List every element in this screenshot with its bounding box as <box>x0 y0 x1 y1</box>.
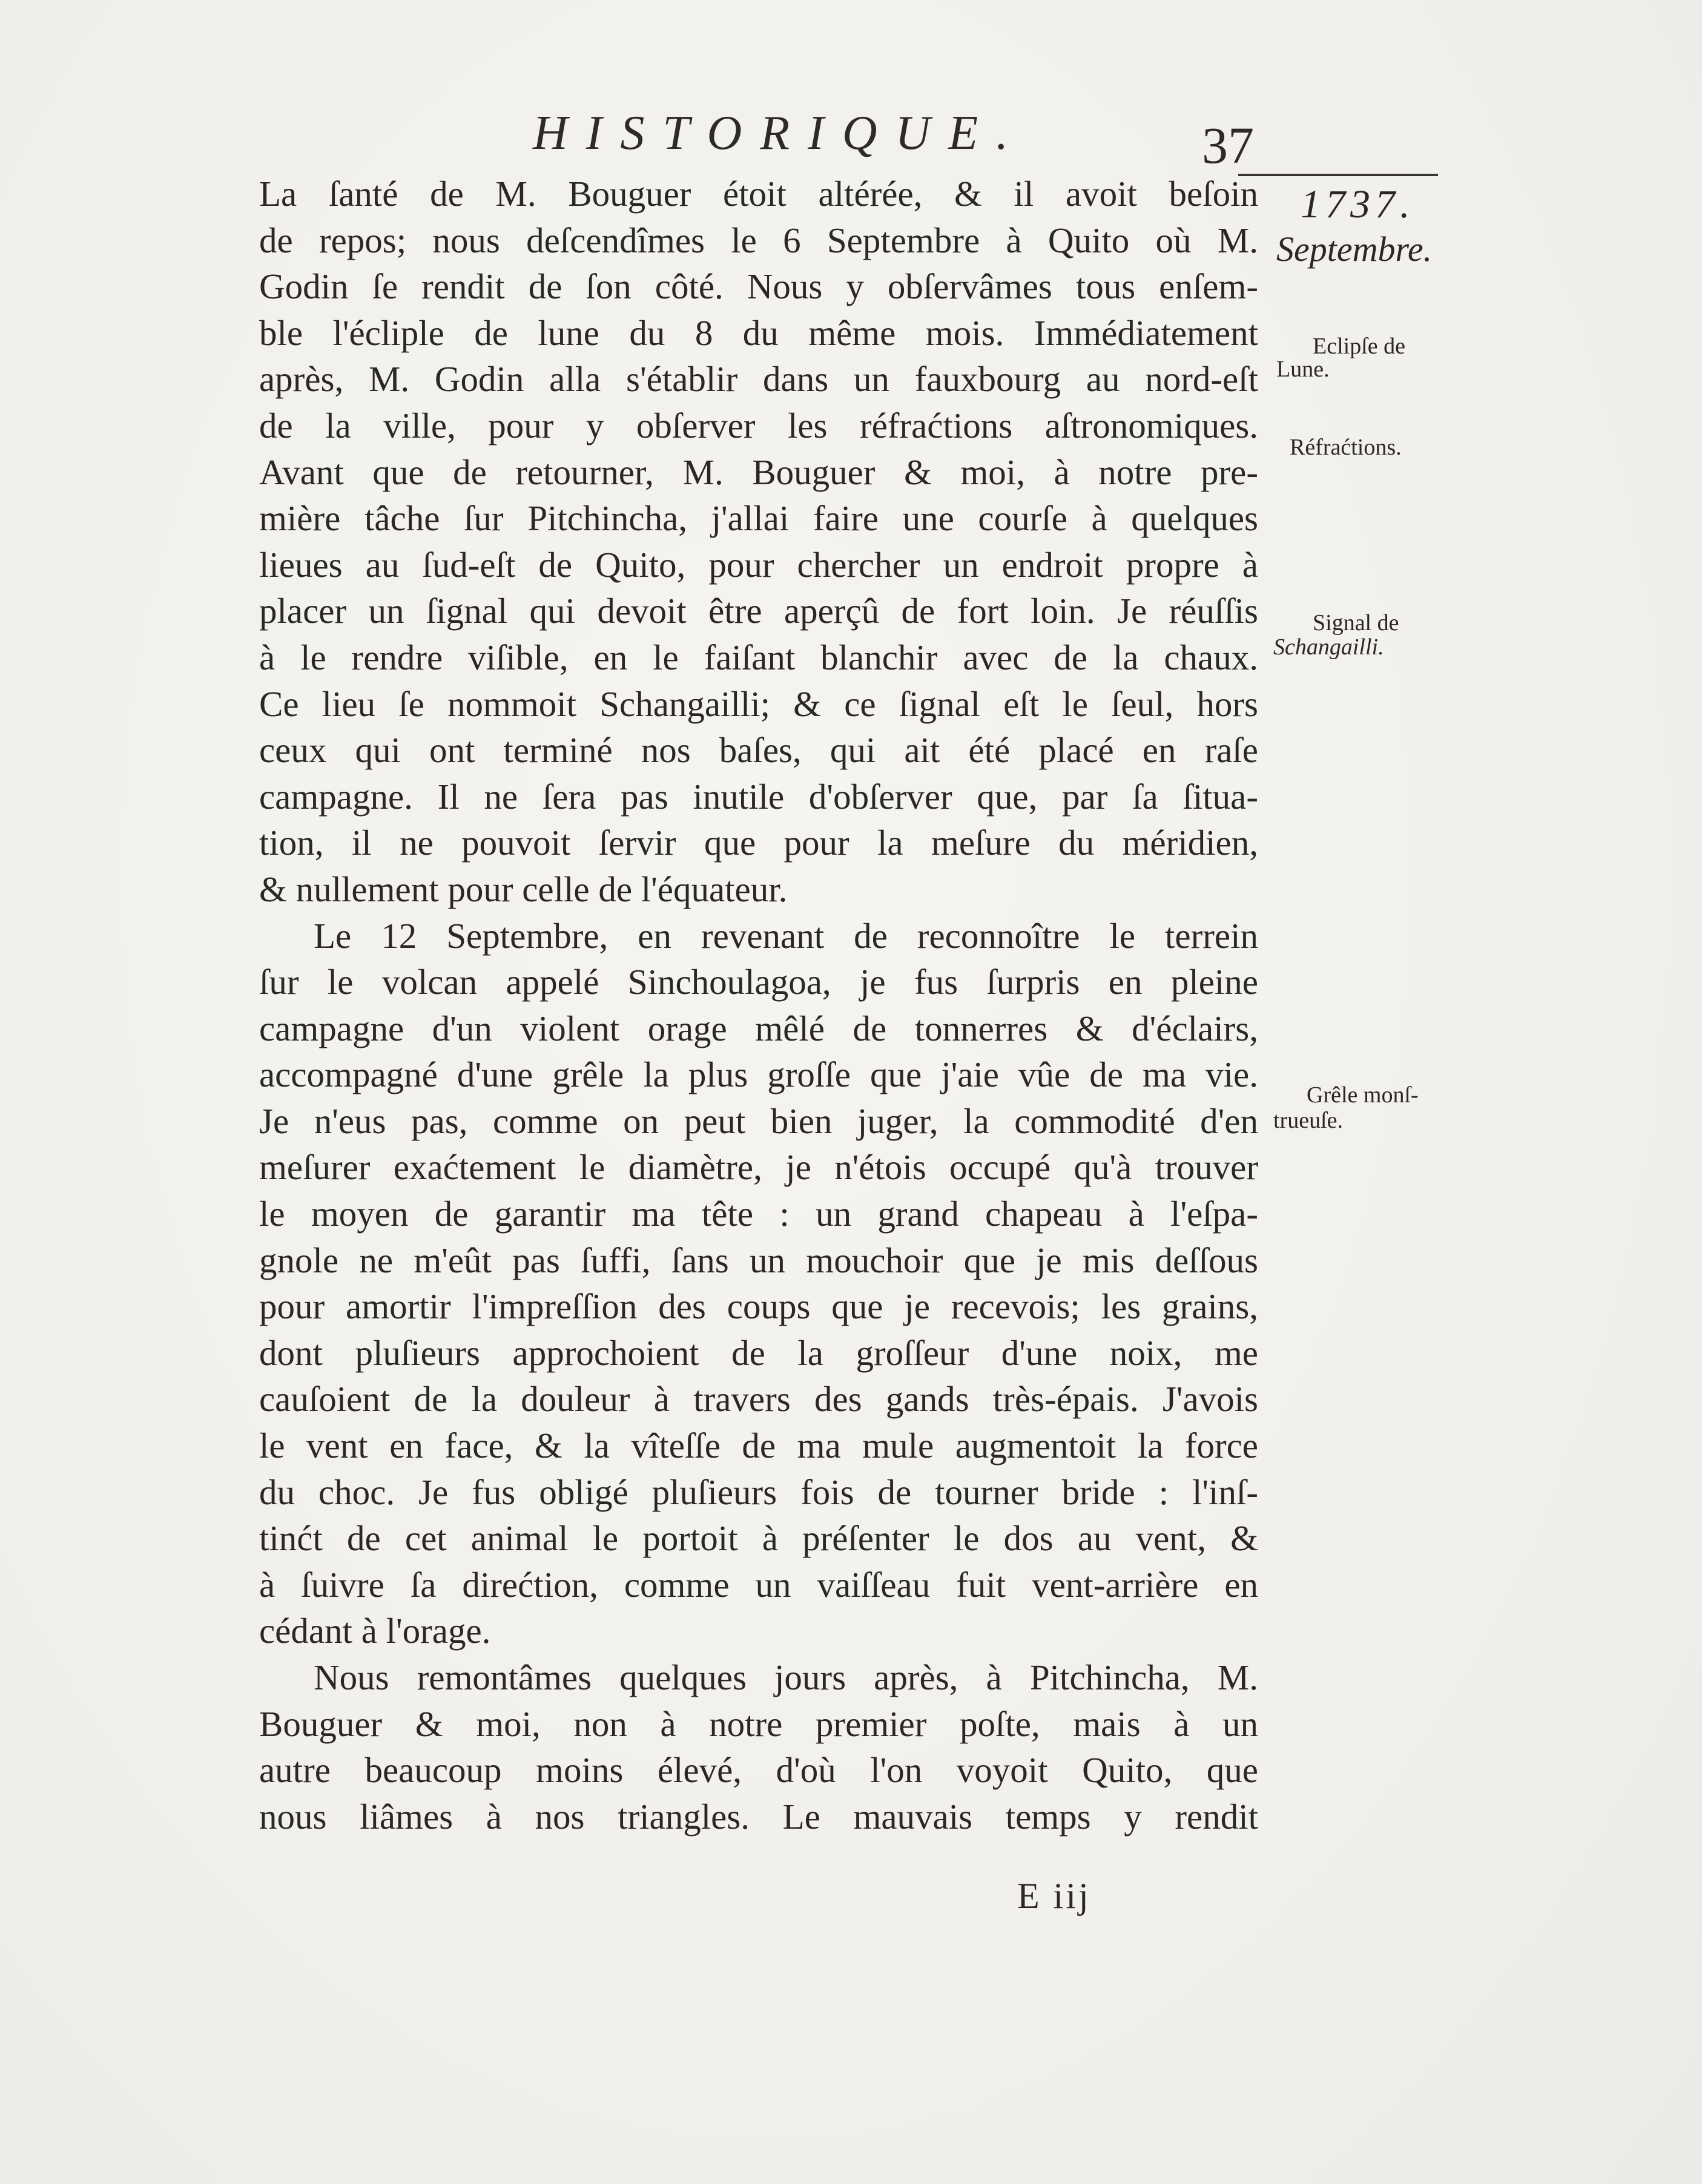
text-line: à ſuivre ſa direćtion, comme un vaiſſeau fuit vent-arrière en <box>259 1564 1258 1605</box>
text-line: le moyen de garantir ma tête : un grand chapeau à l'eſpa- <box>259 1194 1258 1234</box>
margin-note-signal-line2: Schangailli. <box>1273 634 1384 660</box>
text-line: & nullement pour celle de l'équateur. <box>259 869 788 909</box>
margin-note-eclipse <box>1276 332 1405 384</box>
margin-note-grele-line1: Grêle monſ- <box>1307 1082 1419 1108</box>
text-line: autre beaucoup moins élevé, d'où l'on voyoit Quito, que <box>259 1750 1258 1791</box>
text-line: de repos; nous deſcendîmes le 6 Septembre à Quito où M. <box>259 220 1258 260</box>
margin-note-refractions <box>1290 433 1402 462</box>
text-line: Avant que de retourner, M. Bouguer & moi, à notre pre- <box>259 452 1258 492</box>
margin-note-signal-line1: Signal de <box>1313 610 1399 636</box>
text-line: cauſoient de la douleur à travers des gands très-épais. J'avois <box>259 1379 1258 1419</box>
text-line: Je n'eus pas, comme on peut bien juger, la commodité d'en <box>259 1100 1258 1141</box>
body-text <box>259 171 1258 1840</box>
text-line: Nous remontâmes quelques jours après, à Pitchincha, M. <box>314 1657 1258 1697</box>
text-line: Godin ſe rendit de ſon côté. Nous y obſervâmes tous enſem- <box>259 266 1258 307</box>
text-line: accompagné d'une grêle la plus groſſe que j'aie vûe de ma vie. <box>259 1054 1258 1095</box>
text-line: campagne. Il ne ſera pas inutile d'obſerver que, par ſa ſitua- <box>259 776 1258 817</box>
text-line: Le 12 Septembre, en revenant de reconnoître le terrein <box>314 915 1258 956</box>
running-title: HISTORIQUE. <box>533 107 1027 160</box>
margin-year: 1737. <box>1301 182 1415 226</box>
text-line: du choc. Je fus obligé pluſieurs fois de tourner bride : l'inſ- <box>259 1472 1258 1512</box>
text-line: pour amortir l'impreſſion des coups que je recevois; les grains, <box>259 1286 1258 1327</box>
text-line: dont pluſieurs approchoient de la groſſeur d'une noix, me <box>259 1332 1258 1373</box>
text-line: ſur le volcan appelé Sinchoulagoa, je fus ſurpris en pleine <box>259 962 1258 1002</box>
text-line: mière tâche ſur Pitchincha, j'allai faire une courſe à quelques <box>259 498 1258 539</box>
page-number: 37 <box>1202 116 1254 174</box>
signature-mark: E iij <box>1017 1876 1091 1916</box>
text-line: placer un ſignal qui devoit être aperçû de fort loin. Je réuſſis <box>259 591 1258 631</box>
text-line: campagne d'un violent orage mêlé de tonnerres & d'éclairs, <box>259 1008 1258 1048</box>
margin-month: Septembre. <box>1276 229 1433 269</box>
text-line: cédant à l'orage. <box>259 1611 491 1651</box>
text-line: ble l'écliple de lune du 8 du même mois. Immédiatement <box>259 312 1258 353</box>
text-line: lieues au ſud-eſt de Quito, pour chercher un endroit propre à <box>259 544 1258 585</box>
text-line: de la ville, pour y obſerver les réfraćtions aſtronomiques. <box>259 405 1258 446</box>
text-line: ceux qui ont terminé nos baſes, qui ait été placé en raſe <box>259 730 1258 771</box>
text-line: Ce lieu ſe nommoit Schangailli; & ce ſignal eſt le ſeul, hors <box>259 683 1258 724</box>
text-line: Bouguer & moi, non à notre premier poſte, mais à un <box>259 1703 1258 1744</box>
margin-note-signal <box>1273 608 1399 662</box>
text-line: meſurer exaćtement le diamètre, je n'étois occupé qu'à trouver <box>259 1147 1258 1188</box>
text-line: La ſanté de M. Bouguer étoit altérée, & il avoit beſoin <box>259 174 1258 214</box>
margin-note-eclipse-line1: Eclipſe de <box>1313 334 1405 359</box>
margin-note-grele <box>1273 1080 1419 1135</box>
margin-note-eclipse-line2: Lune. <box>1276 357 1330 382</box>
margin-note-grele-line2: trueuſe. <box>1273 1108 1344 1133</box>
margin-note-refractions-line1: Réfraćtions. <box>1290 435 1402 460</box>
text-line: tion, il ne pouvoit ſervir que pour la meſure du méridien, <box>259 823 1258 863</box>
text-line: après, M. Godin alla s'établir dans un fauxbourg au nord-eſt <box>259 359 1258 400</box>
margin-rule <box>1238 174 1438 176</box>
text-line: nous liâmes à nos triangles. Le mauvais temps y rendit <box>259 1796 1258 1837</box>
text-line: à le rendre viſible, en le faiſant blanchir avec de la chaux. <box>259 637 1258 677</box>
text-line: gnole ne m'eût pas ſuffi, ſans un mouchoir que je mis deſſous <box>259 1240 1258 1280</box>
text-line: tinćt de cet animal le portoit à préſenter le dos au vent, & <box>259 1518 1258 1559</box>
text-line: le vent en face, & la vîteſſe de ma mule augmentoit la force <box>259 1426 1258 1466</box>
